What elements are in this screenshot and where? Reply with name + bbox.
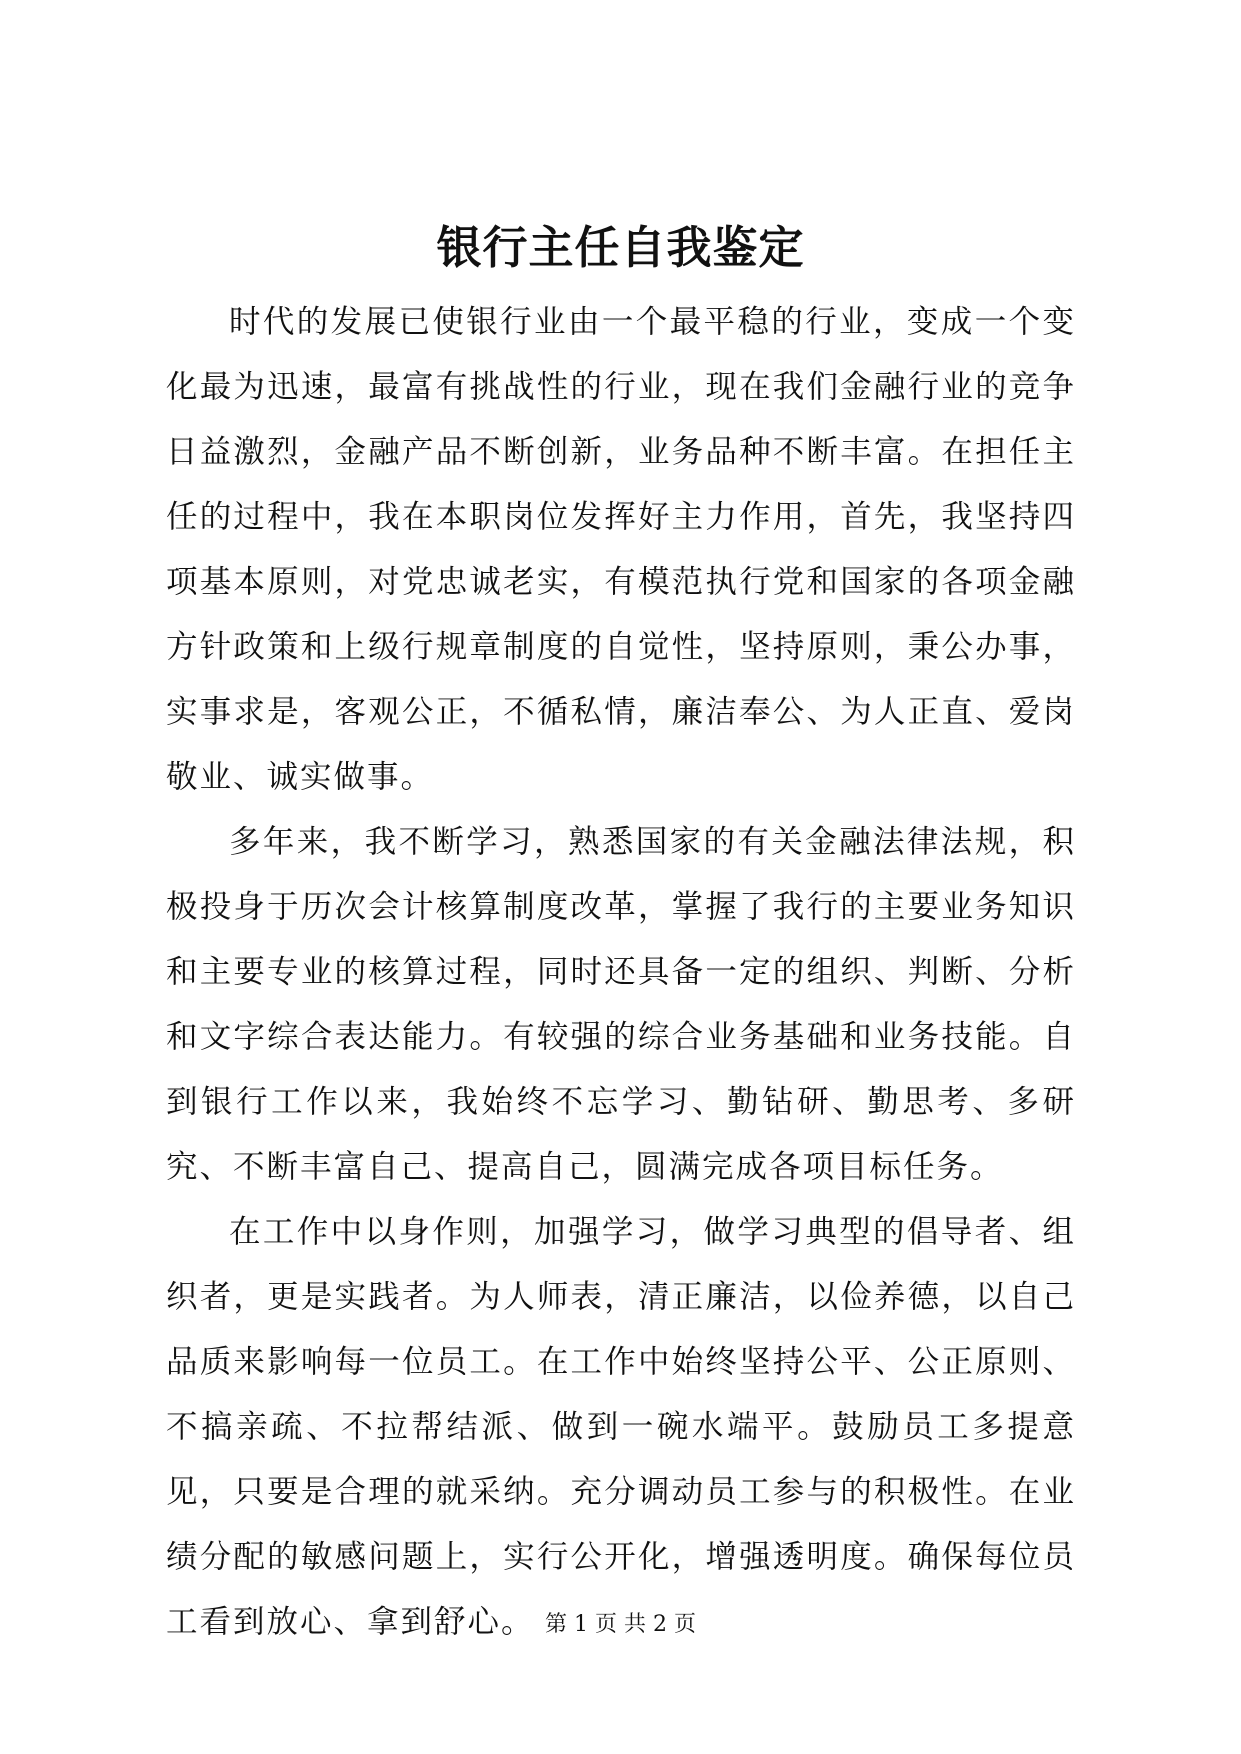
paragraph-1: 时代的发展已使银行业由一个最平稳的行业，变成一个变化最为迅速，最富有挑战性的行业，现在我们金融行业的竞争日益激烈，金融产品不断创新，业务品种不断丰富。在担任主任的过程中，我在本职岗位发挥好主力作用，首先，我坚持四项基本原则，对党忠诚老实，有模范执行党和国家的各项金融方针政策和上级行规章制度的自觉性，坚持原则，秉公办事，实事求是，客观公正，不循私情，廉洁奉公、为人正直、爱岗敬业、诚实做事。 [166,304,1076,795]
document-body [166,290,1076,1655]
paragraph-3: 在工作中以身作则，加强学习，做学习典型的倡导者、组织者，更是实践者。为人师表，清正廉洁，以俭养德，以自己品质来影响每一位员工。在工作中始终坚持公平、公正原则、不搞亲疏、不拉帮结派、做到一碗水端平。鼓励员工多提意见，只要是合理的就采纳。充分调动员工参与的积极性。在业绩分配的敏感问题上，实行公开化，增强透明度。确保每位员工看到放心、拿到舒心。 [166,1214,1076,1640]
document-title: 银行主任自我鉴定 [436,221,805,274]
paragraph-2: 多年来，我不断学习，熟悉国家的有关金融法律法规，积极投身于历次会计核算制度改革，掌握了我行的主要业务知识和主要专业的核算过程，同时还具备一定的组织、判断、分析和文字综合表达能力。有较强的综合业务基础和业务技能。自到银行工作以来，我始终不忘学习、勤钻研、勤思考、多研究、不断丰富自己、提高自己，圆满完成各项目标任务。 [166,824,1076,1185]
page-number-footer: 第 1 页 共 2 页 [545,1612,696,1637]
